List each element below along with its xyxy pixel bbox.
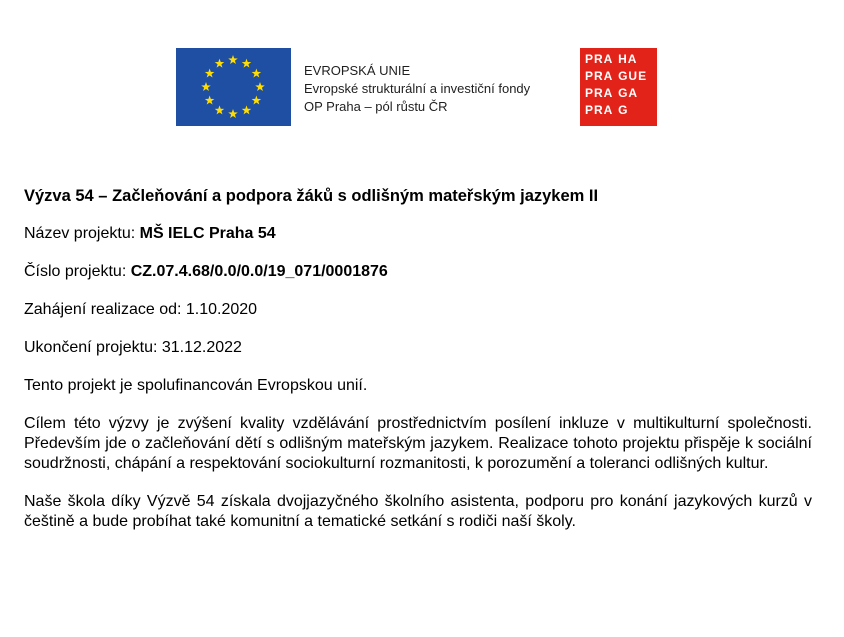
prague-logo-text: PRA <box>585 86 614 100</box>
prague-logo <box>580 48 657 126</box>
prague-logo-row <box>585 102 657 119</box>
eu-star-icon <box>201 82 211 91</box>
project-end-value: 31.12.2022 <box>161 339 242 356</box>
paragraph-goals: Cílem této výzvy je zvýšení kvality vzdělávání prostřednictvím posílení inkluze v multikulturní společnosti. Především jde o začleňování dětí s odlišným mateřským jazykem. Realizace tohoto projektu přispěje k sociální soudržnosti, chápání a respektování sociokulturní rozmanitosti, k porozumění a toleranci odlišných kultur. <box>24 415 812 472</box>
prague-logo-text: G <box>618 103 629 117</box>
project-name-value: MŠ IELC Praha 54 <box>139 225 276 242</box>
eu-star-icon <box>205 69 215 78</box>
eu-star-icon <box>252 69 262 78</box>
prague-logo-row <box>585 51 657 68</box>
prague-logo-row <box>585 68 657 85</box>
eu-logo-line3: OP Praha – pól růstu ČR <box>304 99 448 114</box>
project-number-label: Číslo projektu: <box>24 263 131 280</box>
prague-logo-text: PRA <box>585 69 614 83</box>
project-number <box>24 262 812 282</box>
prague-logo-text: PRA <box>585 103 614 117</box>
eu-star-icon <box>252 96 262 105</box>
prague-logo-text: GUE <box>618 69 648 83</box>
eu-star-icon <box>228 55 238 64</box>
funding-statement: Tento projekt je spolufinancován Evropskou unií. <box>24 377 368 394</box>
eu-star-icon <box>215 59 225 68</box>
eu-star-icon <box>215 105 225 114</box>
eu-star-icon <box>228 109 238 118</box>
project-start-label: Zahájení realizace od: <box>24 301 186 318</box>
project-end <box>24 338 812 358</box>
eu-star-icon <box>205 96 215 105</box>
project-end-label: Ukončení projektu: <box>24 339 162 356</box>
eu-stars-icon <box>176 48 291 126</box>
prague-logo-text: PRA <box>585 52 614 66</box>
eu-flag-icon <box>176 48 291 126</box>
project-name-label: Název projektu: <box>24 225 140 242</box>
project-start-value: 1.10.2020 <box>185 301 258 318</box>
eu-logo-line1: EVROPSKÁ UNIE <box>304 63 411 78</box>
project-number-value: CZ.07.4.68/0.0/0.0/19_071/0001876 <box>130 263 388 280</box>
prague-logo-text: HA <box>618 52 638 66</box>
project-name <box>24 224 812 244</box>
project-start <box>24 300 812 320</box>
eu-logo-line2: Evropské strukturální a investiční fondy <box>304 81 531 96</box>
document-body <box>24 186 812 532</box>
eu-logo-text <box>304 62 530 116</box>
prague-logo-text: GA <box>618 86 639 100</box>
eu-star-icon <box>242 105 252 114</box>
eu-star-icon <box>255 82 265 91</box>
paragraph-school: Naše škola díky Výzvě 54 získala dvojjazyčného školního asistenta, podporu pro konání jazykových kurzů v češtině a bude probíhat také komunitní a tematické setkání s rodiči naší školy. <box>24 493 812 530</box>
header-logos <box>176 48 658 128</box>
document-title: Výzva 54 – Začleňování a podpora žáků s odlišným mateřským jazykem II <box>24 187 599 205</box>
eu-star-icon <box>242 59 252 68</box>
prague-logo-row <box>585 85 657 102</box>
